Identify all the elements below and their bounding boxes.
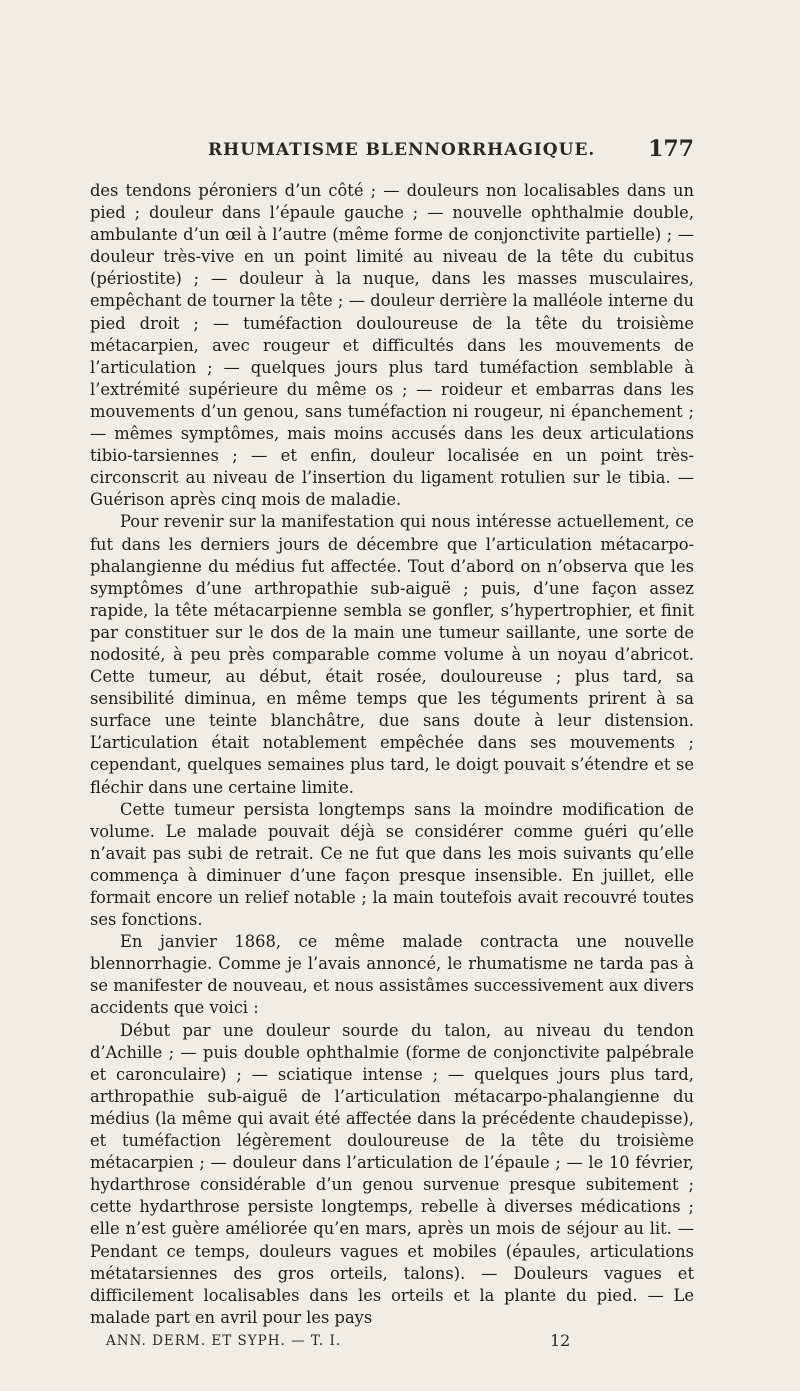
book-page bbox=[90, 136, 694, 1357]
paragraph-4: En janvier 1868, ce même malade contracta une nouvelle blennorrhagie. Comme je l’avais annoncé, le rhumatisme ne tarda pas à se manifester de nouveau, et nous assistâmes successivement aux divers accidents que voici : bbox=[90, 932, 694, 1018]
paragraph-5: Début par une douleur sourde du talon, au niveau du tendon d’Achille ; — puis double ophthalmie (forme de conjonctivite palpébrale et caronculaire) ; — sciatique intense ; — quelques jours plus tard, arthropathie sub-aiguë de l’articulation métacarpo-phalangienne du médius (la même qui avait été affectée dans la précédente chaudepisse), et tuméfaction légèrement douloureuse de la tête du troisième métacarpien ; — douleur dans l’articulation de l’épaule ; — le 10 février, hydarthrose considérable d’un genou survenue presque subitement ; cette hydarthrose persiste longtemps, rebelle à diverses médications ; elle n’est guère améliorée qu’en mars, après un mois de séjour au lit. — Pendant ce temps, douleurs vagues et mobiles (épaules, articulations métatarsiennes des gros orteils, talons). — Douleurs vagues et difficilement localisables dans les orteils et la plante du pied. — Le malade part en avril pour les pays bbox=[90, 1020, 694, 1327]
page-footer bbox=[90, 1330, 694, 1357]
footer-journal: ANN. DERM. ET SYPH. — T. I. bbox=[106, 1332, 342, 1349]
running-title: RHUMATISME BLENNORRHAGIQUE. bbox=[208, 140, 596, 160]
footer-signature: 12 bbox=[550, 1330, 571, 1350]
paragraph-3: Cette tumeur persista longtemps sans la moindre modification de volume. Le malade pouvait déjà se considérer comme guéri qu’elle n’avait pas subi de retrait. Ce ne fut que dans les mois suivants qu’elle commença à diminuer d’une façon presque insensible. En juillet, elle formait encore un relief notable ; la main toutefois avait recouvré toutes ses fonctions. bbox=[90, 799, 694, 930]
running-head bbox=[90, 136, 694, 180]
body-text bbox=[90, 180, 694, 1329]
paragraph-2: Pour revenir sur la manifestation qui nous intéresse actuellement, ce fut dans les derniers jours de décembre que l’articulation métacarpo-phalangienne du médius fut affectée. Tout d’abord on n’observa que les symptômes d’une arthropathie sub-aiguë ; puis, d’une façon assez rapide, la tête métacarpienne sembla se gonfler, s’hypertrophier, et finit par constituer sur le dos de la main une tumeur saillante, une sorte de nodosité, à peu près comparable comme volume à un noyau d’abricot. Cette tumeur, au début, était rosée, douloureuse ; plus tard, sa sensibilité diminua, en même temps que les téguments prirent à sa surface une teinte blanchâtre, due sans doute à leur distension. L’articulation était notablement empêchée dans ses mouvements ; cependant, quelques semaines plus tard, le doigt pouvait s’étendre et se fléchir dans une certaine limite. bbox=[90, 512, 694, 797]
page-number: 177 bbox=[648, 136, 694, 162]
paragraph-1: des tendons péroniers d’un côté ; — douleurs non localisables dans un pied ; douleur dans l’épaule gauche ; — nouvelle ophthalmie double, ambulante d’un œil à l’autre (même forme de conjonctivite partielle) ; — douleur très-vive en un point limité au niveau de la tête du cubitus (périostite) ; — douleur à la nuque, dans les masses musculaires, empêchant de tourner la tête ; — douleur derrière la malléole interne du pied droit ; — tuméfaction douloureuse de la tête du troisième métacarpien, avec rougeur et difficultés dans les mouvements de l’articulation ; — quelques jours plus tard tuméfaction semblable à l’extrémité supérieure du même os ; — roideur et embarras dans les mouvements d’un genou, sans tuméfaction ni rougeur, ni épanchement ; — mêmes symptômes, mais moins accusés dans les deux articulations tibio-tarsiennes ; — et enfin, douleur localisée en un point très-circonscrit au niveau de l’insertion du ligament rotulien sur le tibia. — Guérison après cinq mois de maladie. bbox=[90, 181, 694, 510]
